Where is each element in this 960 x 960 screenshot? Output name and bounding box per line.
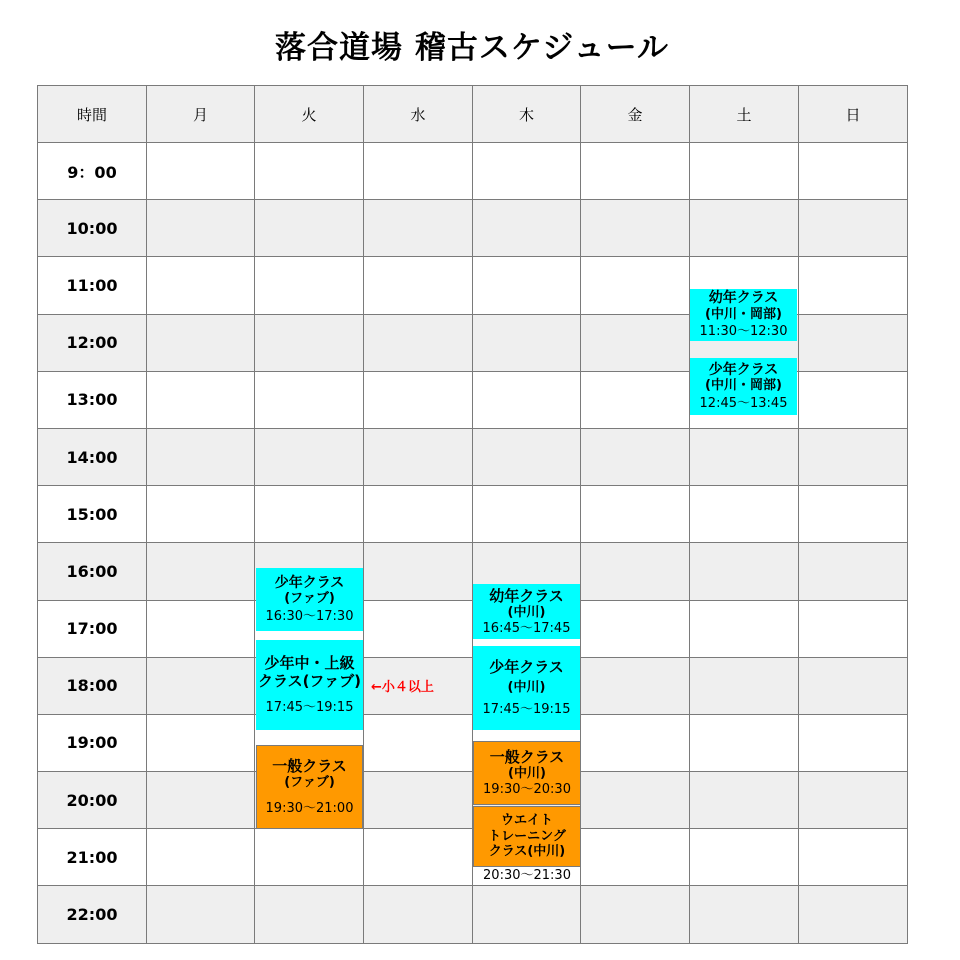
class-block-thu-youth xyxy=(473,584,580,639)
class-time: 11:30～12:30 xyxy=(699,324,788,340)
schedule-cell xyxy=(147,200,255,257)
time-label: 12:00 xyxy=(38,314,147,371)
schedule-cell xyxy=(255,257,364,314)
schedule-cell xyxy=(799,257,908,314)
schedule-cell xyxy=(799,371,908,428)
schedule-cell xyxy=(690,886,799,943)
schedule-cell xyxy=(255,428,364,485)
class-time: 12:45～13:45 xyxy=(699,395,788,411)
header-day-tue: 火 xyxy=(255,86,364,143)
schedule-cell xyxy=(690,543,799,600)
schedule-cell xyxy=(364,486,473,543)
schedule-cell xyxy=(690,829,799,886)
schedule-cell xyxy=(581,886,690,943)
class-time: 16:45～17:45 xyxy=(482,620,571,636)
class-time: 20:30～21:30 xyxy=(483,868,571,884)
schedule-cell xyxy=(364,543,473,600)
class-instructor: (中川・岡部) xyxy=(705,306,782,322)
header-day-fri: 金 xyxy=(581,86,690,143)
page-title: 落合道場 稽古スケジュール xyxy=(275,30,669,66)
schedule-cell xyxy=(147,314,255,371)
schedule-cell xyxy=(581,428,690,485)
schedule-cell xyxy=(364,371,473,428)
class-title: 幼年クラス xyxy=(708,290,779,306)
schedule-cell xyxy=(364,257,473,314)
schedule-cell xyxy=(147,257,255,314)
schedule-cell xyxy=(581,143,690,200)
schedule-cell xyxy=(473,371,581,428)
schedule-cell xyxy=(364,829,473,886)
schedule-cell xyxy=(473,486,581,543)
schedule-cell xyxy=(581,829,690,886)
schedule-cell xyxy=(255,200,364,257)
class-time: 19:30～21:00 xyxy=(265,801,354,816)
schedule-cell xyxy=(147,600,255,657)
schedule-cell xyxy=(255,486,364,543)
time-row xyxy=(38,428,908,485)
class-block-thu-weight xyxy=(473,806,581,867)
class-instructor: クラス(ファブ) xyxy=(258,672,361,691)
schedule-cell xyxy=(147,772,255,829)
time-label: 16:00 xyxy=(38,543,147,600)
class-instructor: (中川) xyxy=(507,604,546,620)
header-row xyxy=(38,86,908,143)
class-title-line: クラス(中川) xyxy=(488,844,566,860)
schedule-cell xyxy=(147,714,255,771)
schedule-cell xyxy=(799,143,908,200)
time-label: 21:00 xyxy=(38,829,147,886)
schedule-cell xyxy=(147,143,255,200)
class-block-tue-general xyxy=(256,745,363,829)
header-day-wed: 水 xyxy=(364,86,473,143)
schedule-cell xyxy=(799,200,908,257)
class-title: 幼年クラス xyxy=(489,586,564,605)
class-instructor: (中川) xyxy=(508,766,546,782)
schedule-cell xyxy=(364,428,473,485)
schedule-cell xyxy=(147,486,255,543)
time-label: 13:00 xyxy=(38,371,147,428)
schedule-cell xyxy=(690,600,799,657)
header-day-sat: 土 xyxy=(690,86,799,143)
grade-note: ←小４以上 xyxy=(371,680,434,695)
class-block-sat-junior xyxy=(690,358,797,415)
time-label: 11:00 xyxy=(38,257,147,314)
class-block-sat-youth xyxy=(690,289,797,341)
schedule-cell xyxy=(581,257,690,314)
schedule-cell xyxy=(147,657,255,714)
schedule-cell xyxy=(473,314,581,371)
time-row xyxy=(38,200,908,257)
time-row xyxy=(38,143,908,200)
class-time: 19:30～20:30 xyxy=(483,782,571,797)
schedule-cell xyxy=(147,428,255,485)
class-instructor: (中川) xyxy=(507,680,546,696)
schedule-cell xyxy=(255,314,364,371)
time-label: 10:00 xyxy=(38,200,147,257)
class-block-tue-advanced xyxy=(256,640,363,730)
schedule-cell xyxy=(690,428,799,485)
schedule-cell xyxy=(799,314,908,371)
schedule-cell xyxy=(364,143,473,200)
schedule-cell xyxy=(799,428,908,485)
schedule-cell xyxy=(147,543,255,600)
schedule-cell xyxy=(364,600,473,657)
schedule-cell xyxy=(147,886,255,943)
schedule-cell xyxy=(799,772,908,829)
class-time: 17:45～19:15 xyxy=(265,700,354,716)
schedule-cell xyxy=(799,829,908,886)
schedule-cell xyxy=(147,371,255,428)
class-title-line: ウエイト xyxy=(500,813,553,829)
class-title: 少年中・上級 xyxy=(264,654,355,673)
class-block-tue-junior xyxy=(256,568,363,631)
schedule-cell xyxy=(364,714,473,771)
schedule-cell xyxy=(690,657,799,714)
schedule-cell xyxy=(799,543,908,600)
class-instructor: (ファブ) xyxy=(284,591,335,607)
schedule-cell xyxy=(799,657,908,714)
schedule-cell xyxy=(581,600,690,657)
class-instructor: (中川・岡部) xyxy=(705,378,782,394)
schedule-cell xyxy=(581,371,690,428)
schedule-cell xyxy=(473,143,581,200)
schedule-cell xyxy=(255,143,364,200)
class-title: 少年クラス xyxy=(489,658,564,677)
time-label: 9：00 xyxy=(38,143,147,200)
time-label: 18:00 xyxy=(38,657,147,714)
time-row xyxy=(38,886,908,943)
schedule-cell xyxy=(364,772,473,829)
class-title: 一般クラス xyxy=(272,757,347,776)
schedule-cell xyxy=(581,772,690,829)
header-day-sun: 日 xyxy=(799,86,908,143)
schedule-cell xyxy=(473,257,581,314)
schedule-cell xyxy=(147,829,255,886)
class-block-thu-general xyxy=(473,741,581,805)
schedule-cell xyxy=(581,200,690,257)
time-label: 20:00 xyxy=(38,772,147,829)
class-block-thu-junior xyxy=(473,646,580,730)
schedule-cell xyxy=(473,428,581,485)
schedule-cell xyxy=(581,543,690,600)
schedule-cell xyxy=(690,714,799,771)
schedule-cell xyxy=(581,486,690,543)
schedule-cell xyxy=(364,886,473,943)
class-title: 少年クラス xyxy=(274,574,345,591)
header-time: 時間 xyxy=(38,86,147,143)
schedule-cell xyxy=(473,886,581,943)
schedule-cell xyxy=(255,829,364,886)
schedule-cell xyxy=(690,772,799,829)
schedule-cell xyxy=(255,886,364,943)
schedule-cell xyxy=(364,314,473,371)
class-time: 17:45～19:15 xyxy=(482,702,571,717)
schedule-cell xyxy=(473,200,581,257)
schedule-cell xyxy=(255,371,364,428)
class-time-thu-weight xyxy=(474,867,580,885)
schedule-cell xyxy=(690,200,799,257)
schedule-cell xyxy=(799,886,908,943)
class-time: 16:30～17:30 xyxy=(265,608,354,624)
time-row xyxy=(38,486,908,543)
schedule-cell xyxy=(364,200,473,257)
schedule-cell xyxy=(581,714,690,771)
schedule-cell xyxy=(690,143,799,200)
schedule-cell xyxy=(799,600,908,657)
time-label: 14:00 xyxy=(38,428,147,485)
schedule-cell xyxy=(690,486,799,543)
class-title: 少年クラス xyxy=(708,361,779,378)
time-label: 19:00 xyxy=(38,714,147,771)
schedule-cell xyxy=(799,486,908,543)
header-day-mon: 月 xyxy=(147,86,255,143)
schedule-cell xyxy=(799,714,908,771)
schedule-cell xyxy=(581,657,690,714)
class-title: 一般クラス xyxy=(489,748,565,767)
class-title-line: トレーニング xyxy=(488,828,566,844)
time-label: 22:00 xyxy=(38,886,147,943)
time-label: 17:00 xyxy=(38,600,147,657)
time-label: 15:00 xyxy=(38,486,147,543)
header-day-thu: 木 xyxy=(473,86,581,143)
schedule-cell xyxy=(581,314,690,371)
class-instructor: (ファブ) xyxy=(284,775,335,791)
